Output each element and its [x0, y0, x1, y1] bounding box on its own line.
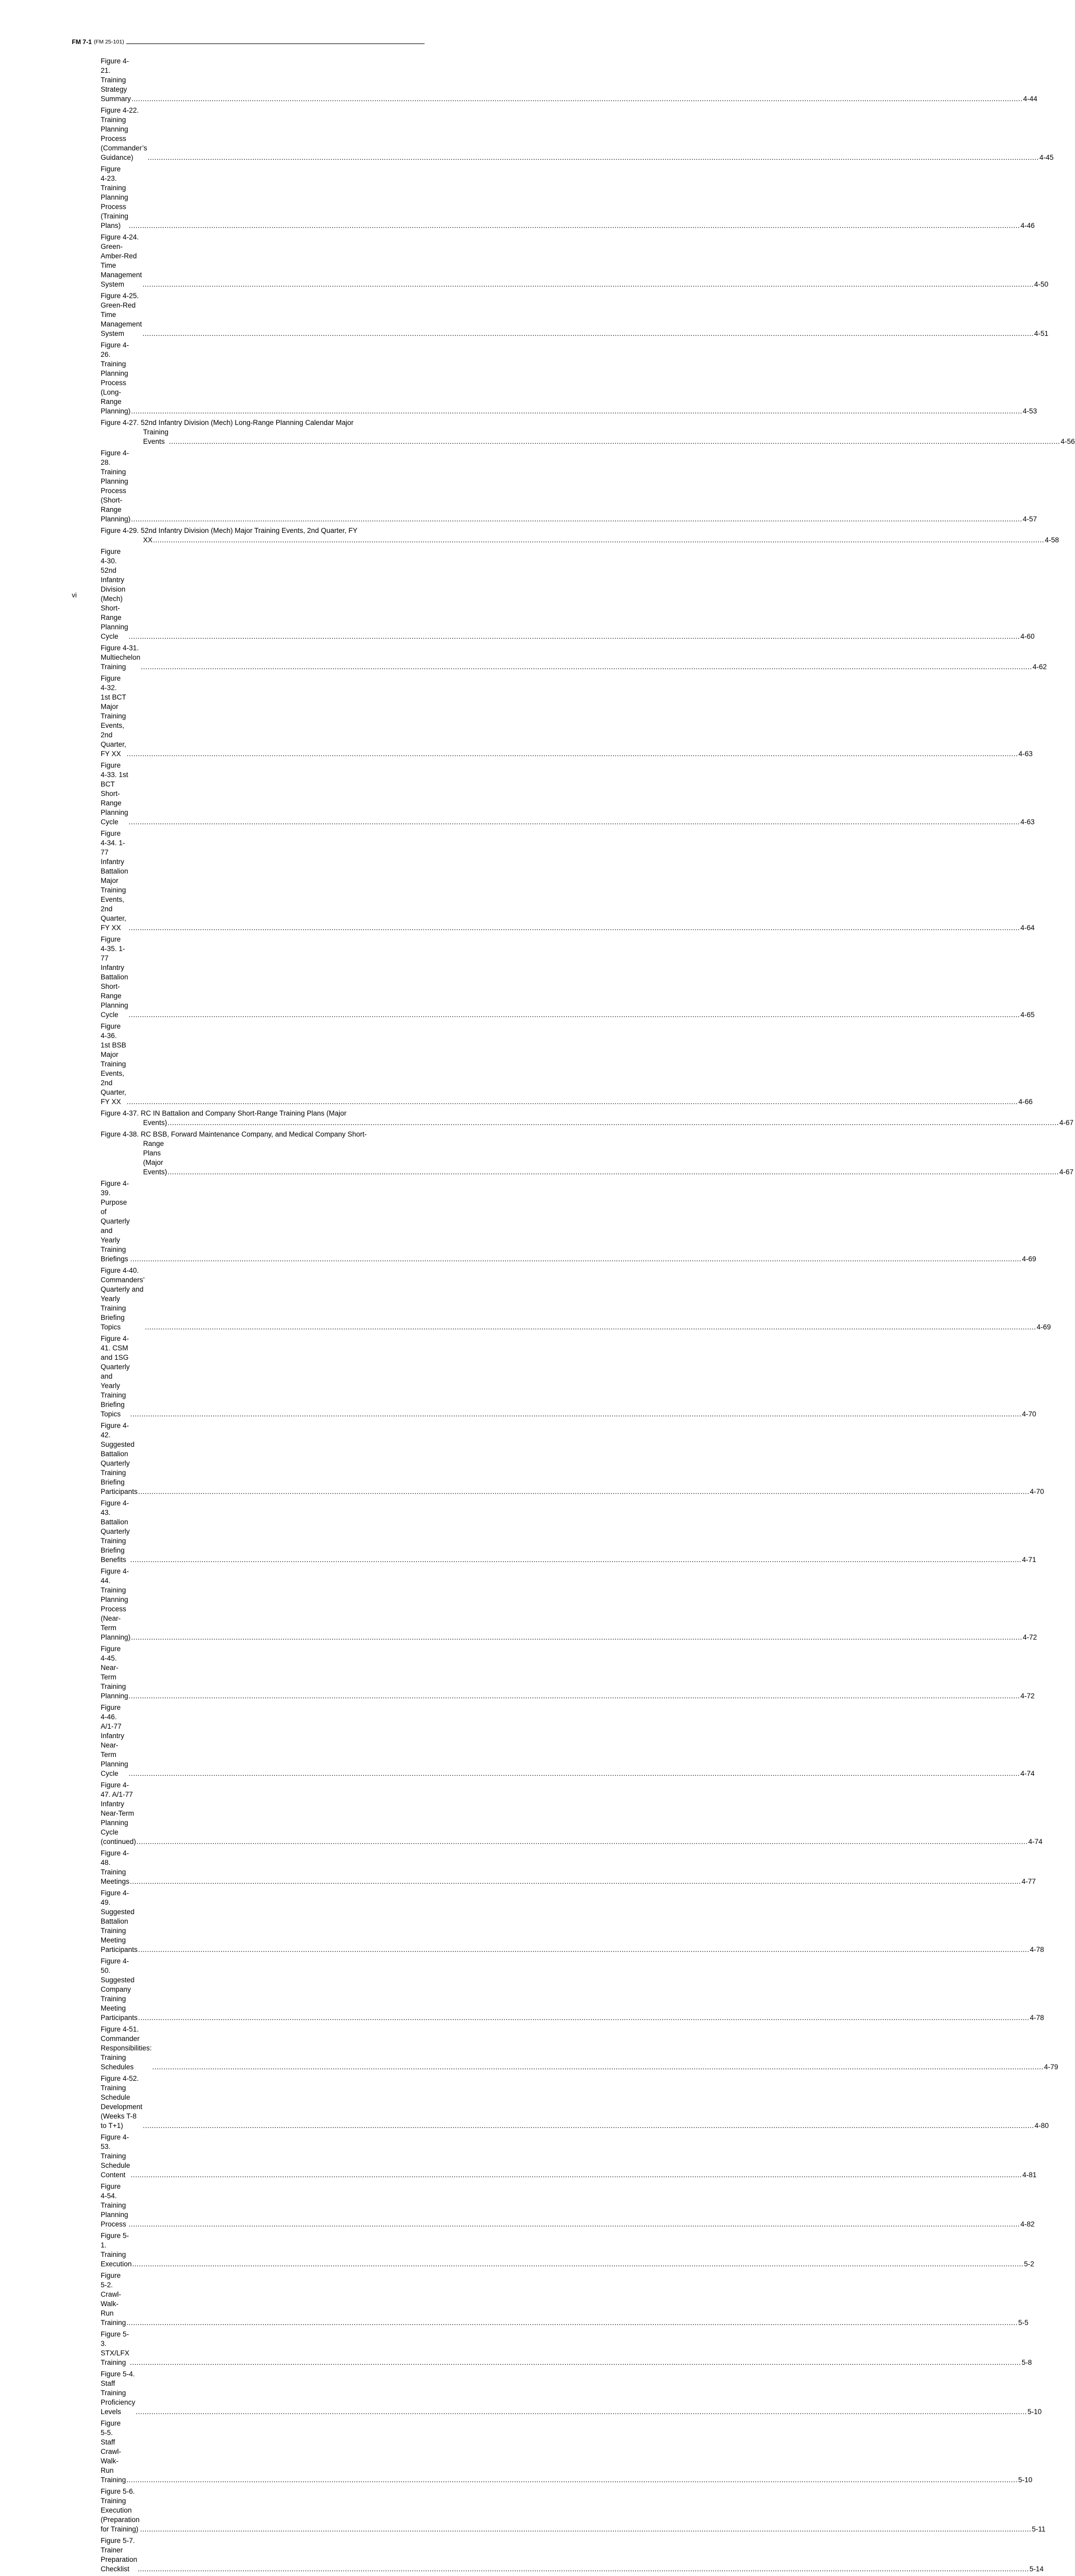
dot-leader: ................................................................................................................................................................................................................................................................................................................................................................................................................: [131, 1633, 1023, 1641]
dot-leader: ................................................................................................................................................................................................................................................................................................................................................................................................................: [147, 154, 1039, 161]
dot-leader: ................................................................................................................................................................................................................................................................................................................................................................................................................: [128, 1011, 1020, 1019]
toc-entry-title: Figure 4-39. Purpose of Quarterly and Yearly Training Briefings: [101, 1180, 130, 1263]
dot-leader: ................................................................................................................................................................................................................................................................................................................................................................................................................: [131, 515, 1023, 523]
toc-entry-page: 4-62: [1033, 663, 1047, 671]
toc-entry-title: Figure 4-54. Training Planning Process: [101, 2182, 128, 2228]
dot-leader: ................................................................................................................................................................................................................................................................................................................................................................................................................: [128, 1692, 1020, 1700]
toc-entry-title: Figure 4-46. A/1-77 Infantry Near-Term Planning Cycle: [101, 1704, 128, 1777]
dot-leader: ................................................................................................................................................................................................................................................................................................................................................................................................................: [128, 924, 1020, 932]
dot-leader: ................................................................................................................................................................................................................................................................................................................................................................................................................: [129, 1878, 1022, 1885]
toc-entry-title: Figure 4-27. 52nd Infantry Division (Mech) Long-Range Planning Calendar Major: [101, 419, 354, 427]
toc-entry[interactable]: [101, 1022, 1033, 1107]
dot-leader: ................................................................................................................................................................................................................................................................................................................................................................................................................: [129, 2359, 1022, 2366]
dot-leader: ................................................................................................................................................................................................................................................................................................................................................................................................................: [126, 750, 1018, 758]
toc-entry-page: 4-57: [1023, 515, 1037, 523]
toc-entry[interactable]: [101, 2536, 1044, 2574]
toc-entry-page: 4-53: [1023, 407, 1037, 415]
toc-entry-title: Figure 4-21. Training Strategy Summary: [101, 57, 131, 103]
toc-entry[interactable]: [101, 1849, 1036, 1886]
toc-entry-title: Figure 4-52. Training Schedule Development (Weeks T-8 to T+1): [101, 2075, 143, 2130]
toc-entry-page: 4-63: [1018, 750, 1033, 758]
toc-entry-title: Figure 4-33. 1st BCT Short-Range Planning Cycle: [101, 761, 128, 826]
dot-leader: ................................................................................................................................................................................................................................................................................................................................................................................................................: [131, 407, 1023, 415]
toc-entry-page: 4-72: [1023, 1633, 1037, 1641]
toc-entry[interactable]: [101, 1421, 1044, 1497]
dot-leader: ................................................................................................................................................................................................................................................................................................................................................................................................................: [128, 632, 1020, 640]
toc-entry-page: 5-2: [1024, 2260, 1035, 2268]
toc-entry-title: Figure 5-5. Staff Crawl-Walk-Run Training: [101, 2419, 126, 2484]
toc-entry[interactable]: [101, 547, 1035, 641]
toc-entry-page: 4-70: [1022, 1410, 1036, 1418]
toc-entry-title: Figure 4-51. Commander Responsibilities: Training Schedules: [101, 2025, 152, 2071]
toc-entry-title: Figure 4-34. 1-77 Infantry Battalion Major Training Events, 2nd Quarter, FY XX: [101, 829, 128, 932]
running-header: [72, 37, 425, 46]
toc-entry-page: 5-8: [1022, 2359, 1032, 2366]
toc-entry[interactable]: [101, 1334, 1036, 1419]
toc-entry-title: Figure 4-23. Training Planning Process (Training Plans): [101, 165, 128, 230]
toc-entry-page: 4-63: [1020, 818, 1035, 826]
toc-entry-continuation: Range Plans (Major Events): [143, 1140, 167, 1176]
dot-leader: ................................................................................................................................................................................................................................................................................................................................................................................................................: [142, 280, 1034, 288]
toc-entry-page: 4-71: [1022, 1556, 1036, 1564]
toc-entry[interactable]: [101, 761, 1035, 827]
toc-entry-title: Figure 5-4. Staff Training Proficiency Levels: [101, 2370, 136, 2416]
toc-entry-continuation: Events): [143, 1119, 167, 1127]
toc-entry-page: 4-70: [1029, 1488, 1044, 1496]
toc-entry-title: Figure 4-45. Near-Term Training Planning: [101, 1645, 128, 1700]
toc-entry[interactable]: [101, 233, 1049, 289]
dot-leader: ................................................................................................................................................................................................................................................................................................................................................................................................................: [140, 663, 1033, 671]
toc-entry-page: 5-5: [1018, 2319, 1029, 2327]
toc-entry-title: Figure 4-30. 52nd Infantry Division (Mech) Short-Range Planning Cycle: [101, 548, 128, 640]
page-number: vi: [72, 591, 77, 599]
toc-entry-title: Figure 4-22. Training Planning Process (Commander’s Guidance): [101, 106, 147, 161]
toc-entry-title: Figure 4-26. Training Planning Process (Long-Range Planning): [101, 341, 131, 415]
dot-leader: ................................................................................................................................................................................................................................................................................................................................................................................................................: [145, 1323, 1036, 1331]
dot-leader: ................................................................................................................................................................................................................................................................................................................................................................................................................: [140, 2525, 1031, 2533]
toc-entry-title: Figure 4-35. 1-77 Infantry Battalion Short-Range Planning Cycle: [101, 935, 128, 1019]
toc-entry-title: Figure 4-40. Commanders’ Quarterly and Yearly Training Briefing Topics: [101, 1267, 145, 1331]
toc-entry[interactable]: [101, 2231, 1035, 2269]
toc-entry-page: 4-69: [1022, 1255, 1036, 1263]
toc-entry[interactable]: [101, 643, 1047, 672]
dot-leader: ................................................................................................................................................................................................................................................................................................................................................................................................................: [130, 1410, 1022, 1418]
toc-entry-page: 5-11: [1031, 2525, 1046, 2533]
header-rule: [126, 43, 425, 44]
toc-entry-title: Figure 4-38. RC BSB, Forward Maintenance Company, and Medical Company Short-: [101, 1130, 367, 1138]
toc-entry[interactable]: [101, 1567, 1037, 1642]
dot-leader: ................................................................................................................................................................................................................................................................................................................................................................................................................: [130, 1255, 1022, 1263]
toc-entry-title: Figure 5-6. Training Execution (Preparation for Training): [101, 2487, 140, 2533]
toc-entry[interactable]: [101, 57, 1038, 104]
toc-entry[interactable]: [101, 2487, 1046, 2534]
toc-entry[interactable]: [101, 674, 1033, 759]
toc-entry-title: Figure 4-53. Training Schedule Content: [101, 2133, 131, 2179]
dot-leader: ................................................................................................................................................................................................................................................................................................................................................................................................................: [126, 1098, 1018, 1106]
toc-entry-page: 4-74: [1028, 1838, 1043, 1846]
dot-leader: ................................................................................................................................................................................................................................................................................................................................................................................................................: [143, 2122, 1034, 2130]
dot-leader: ................................................................................................................................................................................................................................................................................................................................................................................................................: [128, 818, 1020, 826]
toc-entry-title: Figure 4-43. Battalion Quarterly Training Briefing Benefits: [101, 1499, 130, 1564]
dot-leader: ................................................................................................................................................................................................................................................................................................................................................................................................................: [138, 1946, 1029, 1953]
dot-leader: ................................................................................................................................................................................................................................................................................................................................................................................................................: [167, 1119, 1059, 1127]
toc-entry-title: Figure 5-3. STX/LFX Training: [101, 2330, 129, 2366]
toc-entry-page: 5-10: [1027, 2408, 1042, 2416]
dot-leader: ................................................................................................................................................................................................................................................................................................................................................................................................................: [169, 438, 1060, 445]
toc-entry-title: Figure 4-50. Suggested Company Training Meeting Participants: [101, 1957, 138, 2022]
toc-entry-page: 4-78: [1029, 2014, 1044, 2022]
toc-entry-title: Figure 5-1. Training Execution: [101, 2232, 132, 2268]
toc-entry-title: Figure 4-29. 52nd Infantry Division (Mech) Major Training Events, 2nd Quarter, FY: [101, 527, 357, 534]
toc-entry-page: 4-65: [1020, 1011, 1035, 1019]
toc-entry-page: 4-58: [1045, 536, 1059, 544]
toc-entry-title: Figure 4-24. Green-Amber-Red Time Management System: [101, 233, 142, 288]
toc-entry[interactable]: [101, 449, 1037, 524]
toc-entry[interactable]: [101, 341, 1037, 416]
toc-entry[interactable]: [101, 2025, 1058, 2072]
dot-leader: ................................................................................................................................................................................................................................................................................................................................................................................................................: [131, 2171, 1022, 2179]
dot-leader: ................................................................................................................................................................................................................................................................................................................................................................................................................: [126, 2319, 1018, 2327]
toc-entry-title: Figure 5-2. Crawl-Walk-Run Training: [101, 2272, 126, 2327]
toc-entry[interactable]: [101, 1703, 1035, 1778]
toc-entry-title: Figure 4-41. CSM and 1SG Quarterly and Yearly Training Briefing Topics: [101, 1335, 130, 1418]
dot-leader: ................................................................................................................................................................................................................................................................................................................................................................................................................: [130, 1556, 1022, 1564]
toc-entry[interactable]: [101, 526, 1059, 545]
toc-entry-page: 4-79: [1044, 2063, 1058, 2071]
toc-entry-page: 4-81: [1022, 2171, 1037, 2179]
dot-leader: ................................................................................................................................................................................................................................................................................................................................................................................................................: [142, 330, 1034, 337]
toc-entry[interactable]: [101, 935, 1035, 1020]
toc-entry-title: Figure 5-7. Trainer Preparation Checklist: [101, 2537, 137, 2573]
toc-entry-page: 5-10: [1018, 2476, 1033, 2484]
toc-entry-title: Figure 4-48. Training Meetings: [101, 1849, 129, 1885]
toc-entry[interactable]: [101, 1781, 1043, 1847]
toc-entry-continuation: Training Events: [143, 428, 169, 445]
dot-leader: ................................................................................................................................................................................................................................................................................................................................................................................................................: [152, 2063, 1044, 2071]
dot-leader: ................................................................................................................................................................................................................................................................................................................................................................................................................: [153, 536, 1045, 544]
toc-entry[interactable]: [101, 1644, 1035, 1701]
toc-entry-page: 4-69: [1036, 1323, 1051, 1331]
toc-entry[interactable]: [101, 418, 1075, 446]
toc-entry-title: Figure 4-47. A/1-77 Infantry Near-Term Planning Cycle (continued): [101, 1781, 136, 1846]
header-doc-subtitle: (FM 25-101): [94, 39, 124, 45]
toc-entry-page: 4-50: [1034, 280, 1049, 288]
toc-entry[interactable]: [101, 1109, 1074, 1128]
toc-entry-title: Figure 4-36. 1st BSB Major Training Events, 2nd Quarter, FY XX: [101, 1022, 126, 1106]
toc-entry-title: Figure 4-37. RC IN Battalion and Company Short-Range Training Plans (Major: [101, 1109, 346, 1117]
toc-entry[interactable]: [101, 2271, 1029, 2328]
dot-leader: ................................................................................................................................................................................................................................................................................................................................................................................................................: [138, 2014, 1029, 2022]
list-of-figures: [101, 57, 1075, 2576]
toc-entry[interactable]: [101, 2074, 1049, 2131]
toc-entry-page: 4-77: [1022, 1878, 1036, 1885]
toc-entry-page: 4-64: [1020, 924, 1035, 932]
toc-entry-title: Figure 4-49. Suggested Battalion Training Meeting Participants: [101, 1889, 138, 1953]
toc-entry[interactable]: [101, 2419, 1033, 2485]
toc-entry[interactable]: [101, 1130, 1074, 1177]
toc-entry-page: 4-45: [1039, 154, 1054, 161]
toc-entry-title: Figure 4-31. Multiechelon Training: [101, 644, 140, 671]
toc-entry[interactable]: [101, 2182, 1035, 2229]
dot-leader: ................................................................................................................................................................................................................................................................................................................................................................................................................: [132, 2260, 1024, 2268]
toc-entry-page: 4-60: [1020, 632, 1035, 640]
dot-leader: ................................................................................................................................................................................................................................................................................................................................................................................................................: [138, 1488, 1029, 1496]
toc-entry-page: 4-74: [1020, 1770, 1035, 1777]
toc-entry[interactable]: [101, 1179, 1036, 1264]
toc-entry-title: Figure 4-42. Suggested Battalion Quarterly Training Briefing Participants: [101, 1422, 138, 1496]
toc-entry-continuation: XX: [143, 536, 153, 544]
toc-entry-page: 4-78: [1029, 1946, 1044, 1953]
toc-entry-page: 4-67: [1059, 1168, 1074, 1176]
dot-leader: ................................................................................................................................................................................................................................................................................................................................................................................................................: [131, 95, 1023, 103]
toc-entry[interactable]: [101, 2133, 1037, 2180]
toc-entry[interactable]: [101, 1499, 1036, 1565]
toc-entry-page: 4-66: [1018, 1098, 1033, 1106]
dot-leader: ................................................................................................................................................................................................................................................................................................................................................................................................................: [128, 2220, 1020, 2228]
dot-leader: ................................................................................................................................................................................................................................................................................................................................................................................................................: [167, 1168, 1059, 1176]
toc-entry[interactable]: [101, 829, 1035, 933]
toc-entry-page: 4-46: [1020, 222, 1035, 230]
header-doc-number: FM 7-1: [72, 38, 92, 46]
toc-entry[interactable]: [101, 291, 1049, 339]
toc-entry[interactable]: [101, 1889, 1044, 1955]
dot-leader: ................................................................................................................................................................................................................................................................................................................................................................................................................: [136, 2408, 1027, 2416]
dot-leader: ................................................................................................................................................................................................................................................................................................................................................................................................................: [137, 2565, 1029, 2573]
toc-entry-title: Figure 4-25. Green-Red Time Management System: [101, 292, 142, 337]
dot-leader: ................................................................................................................................................................................................................................................................................................................................................................................................................: [136, 1838, 1028, 1846]
toc-entry-page: 4-72: [1020, 1692, 1035, 1700]
toc-entry-title: Figure 4-28. Training Planning Process (Short-Range Planning): [101, 449, 131, 523]
toc-entry-page: 4-44: [1023, 95, 1038, 103]
toc-entry-page: 4-82: [1020, 2220, 1035, 2228]
toc-entry-page: 4-51: [1034, 330, 1049, 337]
toc-entry[interactable]: [101, 106, 1054, 162]
toc-entry[interactable]: [101, 2370, 1042, 2417]
toc-entry[interactable]: [101, 165, 1035, 231]
toc-entry-title: Figure 4-32. 1st BCT Major Training Events, 2nd Quarter, FY XX: [101, 674, 126, 758]
dot-leader: ................................................................................................................................................................................................................................................................................................................................................................................................................: [128, 222, 1020, 230]
toc-entry-title: Figure 4-44. Training Planning Process (Near-Term Planning): [101, 1567, 131, 1641]
toc-entry-page: 4-56: [1060, 438, 1075, 445]
dot-leader: ................................................................................................................................................................................................................................................................................................................................................................................................................: [126, 2476, 1018, 2484]
toc-entry[interactable]: [101, 1957, 1044, 2023]
toc-entry-page: 4-67: [1059, 1119, 1074, 1127]
toc-entry[interactable]: [101, 1266, 1051, 1332]
toc-entry-page: 5-14: [1029, 2565, 1044, 2573]
toc-entry-page: 4-80: [1034, 2122, 1049, 2130]
dot-leader: ................................................................................................................................................................................................................................................................................................................................................................................................................: [128, 1770, 1020, 1777]
toc-entry[interactable]: [101, 2330, 1032, 2367]
